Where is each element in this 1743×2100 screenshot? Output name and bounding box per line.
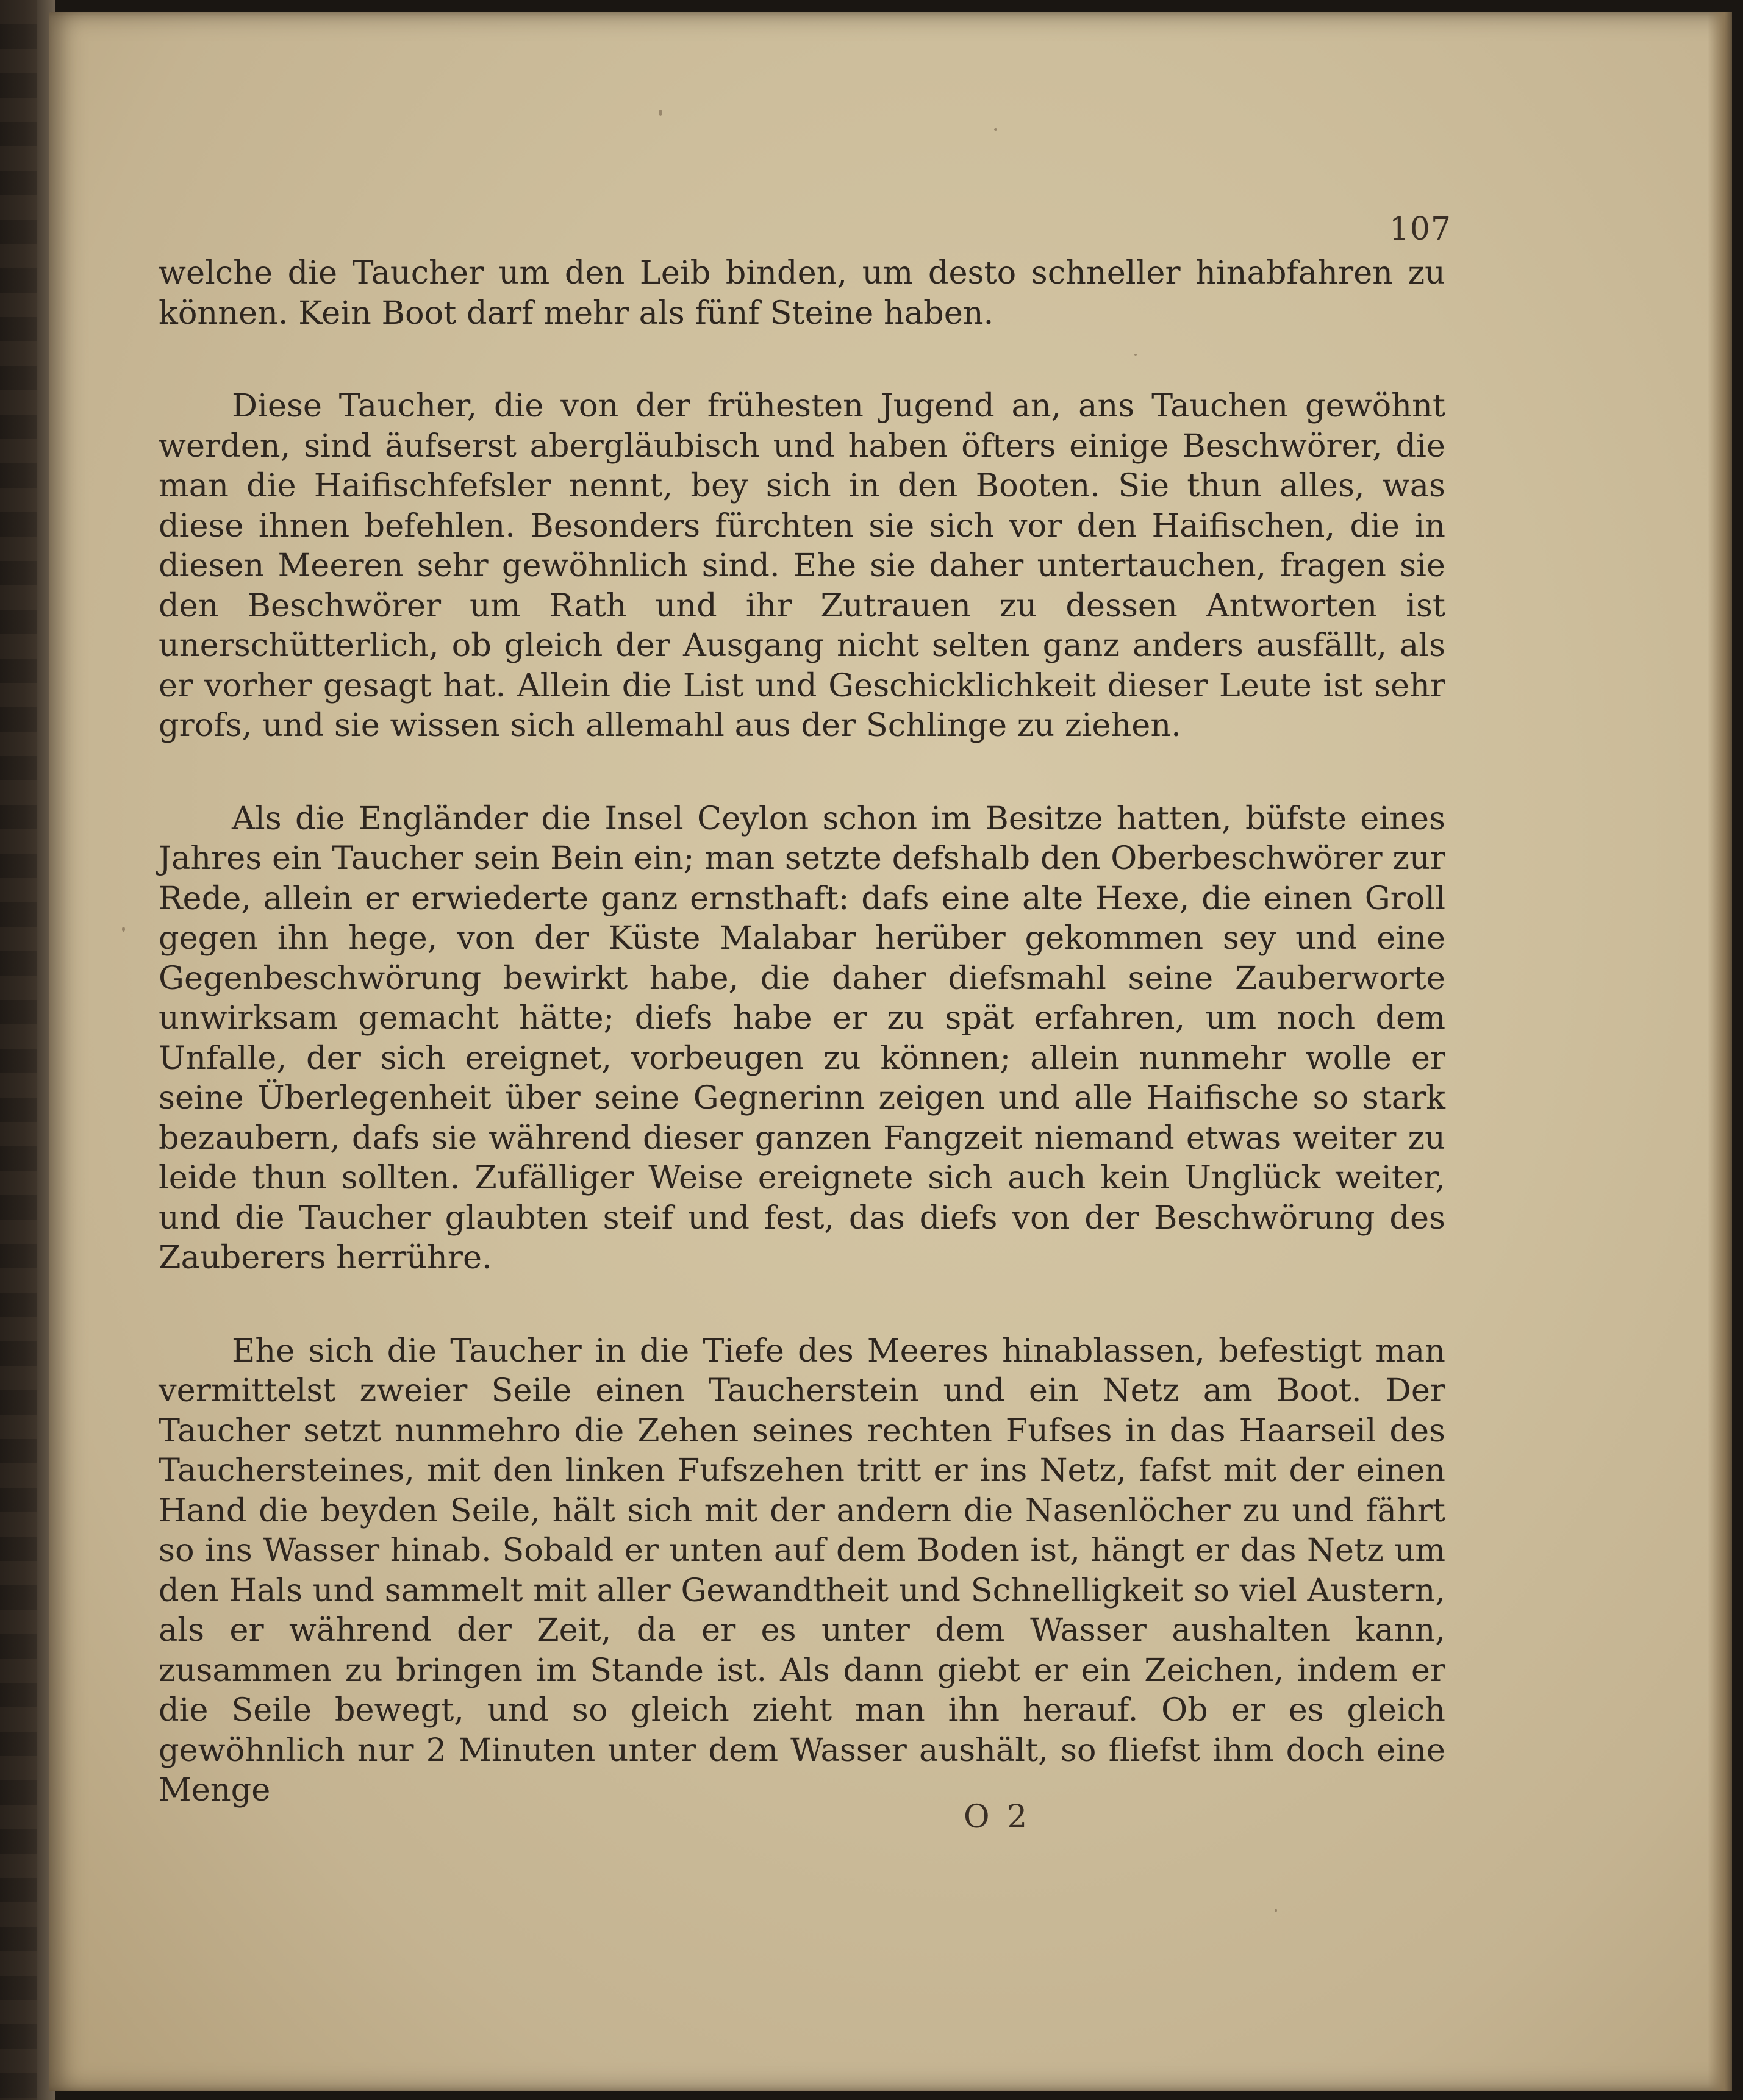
page-number: 107 xyxy=(1389,211,1451,248)
body-text xyxy=(159,253,1445,1810)
paper-speck xyxy=(1275,1909,1277,1912)
printer-signature: O 2 xyxy=(964,1799,1031,1835)
page-right-edge xyxy=(1708,12,1732,2091)
paragraph-tauchvorgang: Ehe sich die Taucher in die Tiefe des Meeres hinablassen, befestigt man vermittelst zweier Seile einen Taucherstein und ein Netz am Boot. Der Taucher setzt nunmehro die Zehen seines rechten Fufses in das Haarseil des Tauchersteines, mit den linken Fufszehen tritt er ins Netz, fafst mit der einen Hand die beyden Seile, hält sich mit der andern die Nasenlöcher zu und fährt so ins Wasser hinab. Sobald er unten auf dem Boden ist, hängt er das Netz um den Hals und sammelt mit aller Gewandtheit und Schnelligkeit so viel Austern, als er während der Zeit, da er es unter dem Wasser aushalten kann, zusammen zu bringen im Stande ist. Als dann giebt er ein Zeichen, indem er die Seile bewegt, und so gleich zieht man ihn herauf. Ob er es gleich gewöhnlich nur 2 Minuten unter dem Wasser aushält, so fliefst ihm doch eine Menge xyxy=(159,1332,1445,1809)
facing-page-edge xyxy=(0,0,37,2100)
paper-speck xyxy=(994,128,997,131)
paper-speck xyxy=(659,110,662,116)
paragraph-continuation: welche die Taucher um den Leib binden, um desto schneller hinabfahren zu können. Kein Boot darf mehr als fünf Steine haben. xyxy=(159,254,1445,332)
book-page xyxy=(49,12,1732,2091)
paragraph-ceylon: Als die Engländer die Insel Ceylon schon im Besitze hatten, büfste eines Jahres ein Taucher sein Bein ein; man setzte defshalb den Oberbeschwörer zur Rede, allein er erwiederte ganz ernsthaft: dafs eine alte Hexe, die einen Groll gegen ihn hege, von der Küste Malabar herüber gekommen sey und eine Gegenbeschwörung bewirkt habe, die daher diefsmahl seine Zauberworte unwirksam gemacht hätte; diefs habe er zu spät erfahren, um noch dem Unfalle, der sich ereignet, vorbeugen zu können; allein nunmehr wolle er seine Überlegenheit über seine Gegnerinn zeigen und alle Haifische so stark bezaubern, dafs sie während dieser ganzen Fangzeit niemand etwas weiter zu leide thun sollten. Zufälliger Weise ereignete sich auch kein Unglück weiter, und die Taucher glaubten steif und fest, das diefs von der Beschwörung des Zauberers herrühre. xyxy=(159,799,1445,1276)
paper-speck xyxy=(122,927,125,932)
paragraph-beschwoerer: Diese Taucher, die von der frühesten Jugend an, ans Tauchen gewöhnt werden, sind äufserst abergläubisch und haben öfters einige Beschwörer, die man die Haifischfefsler nennt, bey sich in den Booten. Sie thun alles, was diese ihnen befehlen. Besonders fürchten sie sich vor den Haifischen, die in diesen Meeren sehr gewöhnlich sind. Ehe sie daher untertauchen, fragen sie den Beschwörer um Rath und ihr Zutrauen zu dessen Antworten ist unerschütterlich, ob gleich der Ausgang nicht selten ganz anders ausfällt, als er vorher gesagt hat. Allein die List und Geschicklichkeit dieser Leute ist sehr grofs, und sie wissen sich allemahl aus der Schlinge zu ziehen. xyxy=(159,387,1445,744)
